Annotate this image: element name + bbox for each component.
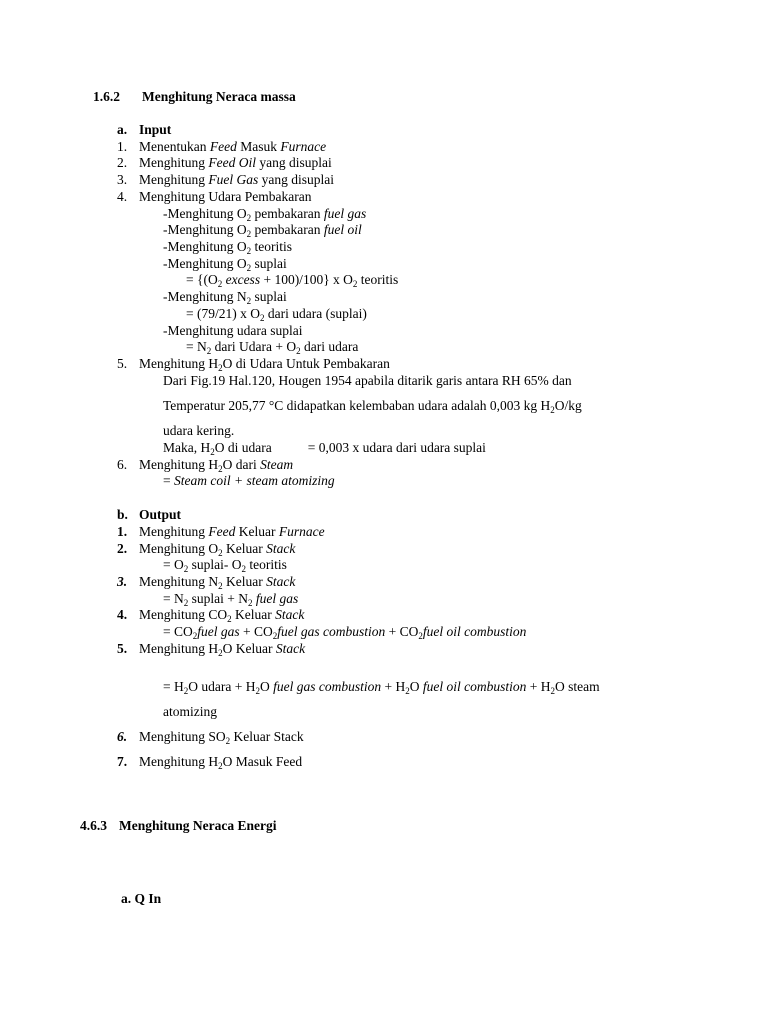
output-item-7: 7. Menghitung $H_2O$ Masuk Feed [117, 754, 303, 771]
output-item-6: 6. Menghitung $SO_2$ Keluar Stack [117, 729, 304, 746]
output-item-5-formula: = $H_2O$ udara + $H_2O$ fuel gas combustion + $H_2O$ fuel oil combustion + $H_2O$ steam [163, 679, 600, 696]
section-heading-4-6-3 [80, 818, 277, 834]
input-item-5-paragraph-3: udara kering. [163, 423, 235, 438]
output-item-3: 3. Menghitung $N_2$ Keluar Stack [117, 574, 296, 591]
output-item-4: 4. Menghitung $CO_2$ Keluar Stack [117, 607, 305, 624]
section-title: Menghitung Neraca Energi [119, 818, 277, 833]
input-item-4-sub-5: -Menghitung $N_2$ suplai [163, 289, 287, 306]
output-item-2: 2. Menghitung $O_2$ Keluar Stack [117, 541, 296, 558]
section-number: 1.6.2 [93, 89, 120, 104]
input-item-4-formula-2: = (79/21) x $O_2$ dari udara (suplai) [186, 306, 367, 323]
output-item-2-formula: = $O_2$ suplai- $O_2$ teoritis [163, 557, 287, 574]
input-item-2: 2. Menghitung Feed Oil yang disuplai [117, 155, 332, 170]
output-heading: b. Output [117, 507, 182, 522]
input-item-4-formula-3: = $N_2$ dari Udara + $O_2$ dari udara [186, 339, 359, 356]
output-item-4-formula: = $CO_2fuel$ gas + $CO_2fuel$ gas combustion + $CO_2fuel$ oil combustion [163, 624, 527, 641]
section-number: 4.6.3 [80, 818, 107, 833]
input-heading: a. Input [117, 122, 172, 137]
section-heading-1-6-2 [93, 89, 296, 105]
q-in-heading: a. Q In [121, 891, 162, 906]
input-item-4: 4. Menghitung Udara Pembakaran [117, 189, 312, 204]
input-item-5-paragraph-4: Maka, $H_2O$ di udara = 0,003 x udara dari udara suplai [163, 440, 486, 457]
input-item-3: 3. Menghitung Fuel Gas yang disuplai [117, 172, 334, 187]
input-item-1: 1. Menentukan Feed Masuk Furnace [117, 139, 327, 154]
output-item-5: 5. Menghitung $H_2O$ Keluar Stack [117, 641, 306, 658]
input-item-5-paragraph-2: Temperatur 205,77 °C didapatkan kelembaban udara adalah 0,003 kg $H_2O/kg$ [163, 398, 582, 415]
input-item-4-sub-4: -Menghitung $O_2$ suplai [163, 256, 287, 273]
input-item-4-sub-1: -Menghitung $O_2$ pembakaran fuel gas [163, 206, 367, 223]
input-item-5: 5. Menghitung $H_2O$ di Udara Untuk Pembakaran [117, 356, 390, 373]
input-item-4-sub-6: -Menghitung udara suplai [163, 323, 303, 338]
input-item-5-paragraph-1: Dari Fig.19 Hal.120, Hougen 1954 apabila ditarik garis antara RH 65% dan [163, 373, 572, 388]
input-item-6: 6. Menghitung $H_2O$ dari Steam [117, 457, 294, 474]
input-item-4-sub-2: -Menghitung $O_2$ pembakaran fuel oil [163, 222, 362, 239]
input-item-6-formula: = Steam coil + steam atomizing [163, 473, 335, 488]
output-item-5-formula-cont: atomizing [163, 704, 217, 719]
input-item-4-formula-1: = {($O_2$ excess + 100)/100} x $O_2$ teoritis [186, 272, 399, 289]
output-item-3-formula: = $N_2$ suplai + $N_2$ fuel gas [163, 591, 299, 608]
output-item-1: 1. Menghitung Feed Keluar Furnace [117, 524, 325, 539]
section-title: Menghitung Neraca massa [142, 89, 296, 104]
input-item-4-sub-3: -Menghitung $O_2$ teoritis [163, 239, 292, 256]
